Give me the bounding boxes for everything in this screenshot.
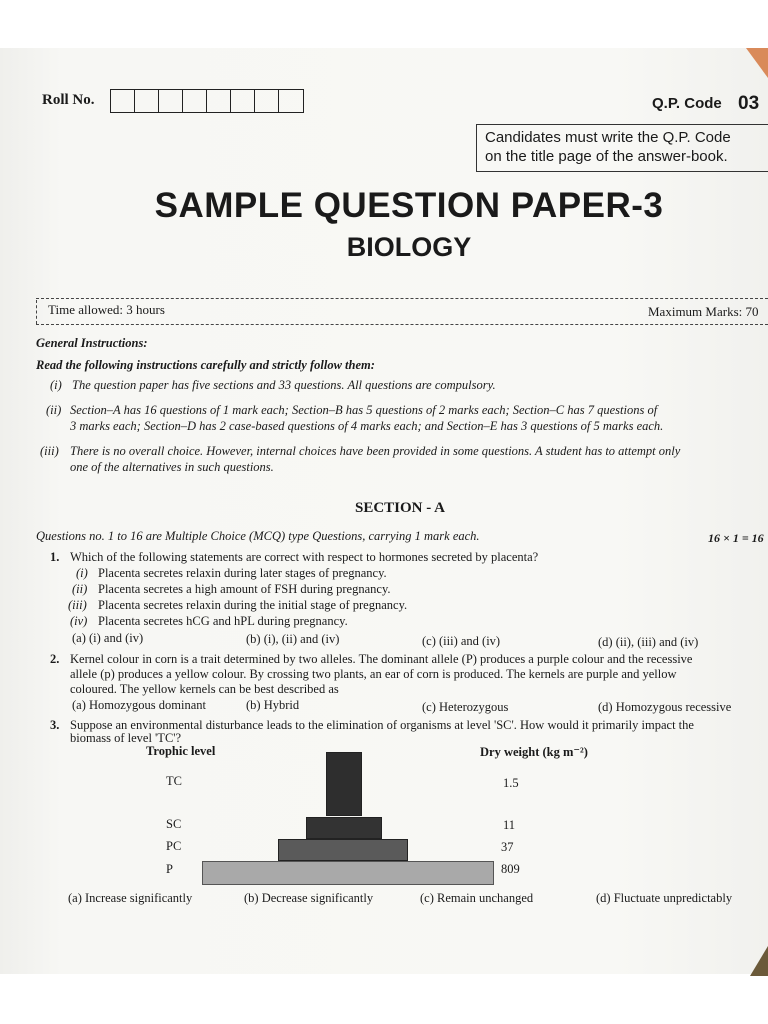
instructions-heading: General Instructions: bbox=[36, 336, 148, 350]
instruction-3-num: (iii) bbox=[40, 444, 59, 458]
q1-statement-2: Placenta secretes a high amount of FSH during pregnancy. bbox=[98, 582, 391, 596]
q1-statement-4: Placenta secretes hCG and hPL during pregnancy. bbox=[98, 614, 348, 628]
q3-line-2: biomass of level 'TC'? bbox=[70, 731, 182, 745]
divider-left bbox=[36, 300, 37, 324]
section-a-heading: SECTION - A bbox=[354, 500, 446, 516]
q1-option-c: (c) (iii) and (iv) bbox=[422, 634, 501, 648]
q3-number: 3. bbox=[50, 718, 60, 732]
q1-statement-1: Placenta secretes relaxin during later stages of pregnancy. bbox=[98, 566, 387, 580]
qp-code-notice bbox=[476, 124, 768, 172]
roll-no-label: Roll No. bbox=[42, 92, 95, 108]
level-label-p: P bbox=[166, 862, 173, 876]
q1-statement-1-num: (i) bbox=[76, 566, 88, 580]
instruction-3-line-2: one of the alternatives in such questions. bbox=[70, 460, 274, 474]
q3-option-a: (a) Increase significantly bbox=[68, 891, 193, 905]
q1-statement-2-num: (ii) bbox=[72, 582, 88, 596]
page-edge-corner bbox=[750, 946, 768, 976]
section-a-marks: 16 × 1 = 16 bbox=[708, 531, 764, 545]
instruction-1-text: The question paper has five sections and 33 questions. All questions are compulsory. bbox=[72, 378, 496, 392]
q1-option-b: (b) (i), (ii) and (iv) bbox=[246, 632, 340, 646]
time-allowed: Time allowed: 3 hours bbox=[48, 302, 165, 317]
pyramid-bar-pc bbox=[278, 839, 408, 861]
instruction-2-line-2: 3 marks each; Section–D has 2 case-based questions of 4 marks each; and Section–E has 3 questions of 5 marks each. bbox=[70, 419, 664, 433]
page-edge-shadow bbox=[746, 48, 768, 78]
q2-line-1: Kernel colour in corn is a trait determined by two alleles. The dominant allele (P) produces a purple colour and the recessive bbox=[70, 652, 693, 666]
instruction-2-line-1: Section–A has 16 questions of 1 mark each; Section–B has 5 questions of 2 marks each; Section–C has 7 questions of bbox=[70, 403, 658, 417]
q2-option-d: (d) Homozygous recessive bbox=[598, 700, 732, 714]
q2-number: 2. bbox=[50, 652, 60, 666]
pyramid-bar-sc bbox=[306, 817, 382, 839]
weight-p: 809 bbox=[501, 862, 520, 876]
q2-option-a: (a) Homozygous dominant bbox=[72, 698, 207, 712]
instruction-3-line-1: There is no overall choice. However, internal choices have been provided in some questions. A student has to attempt only bbox=[70, 444, 681, 458]
paper-title: SAMPLE QUESTION PAPER-3 bbox=[154, 186, 664, 225]
weight-tc: 1.5 bbox=[503, 776, 519, 790]
dry-weight-header: Dry weight (kg m⁻²) bbox=[480, 745, 588, 759]
notice-line-2: on the title page of the answer-book. bbox=[485, 148, 728, 165]
q3-option-d: (d) Fluctuate unpredictably bbox=[596, 891, 733, 905]
qp-code-value: 03 bbox=[738, 93, 760, 114]
instruction-1-num: (i) bbox=[50, 378, 62, 392]
q3-option-c: (c) Remain unchanged bbox=[420, 891, 534, 905]
level-label-sc: SC bbox=[166, 817, 182, 831]
pyramid-bar-tc bbox=[326, 752, 362, 816]
q1-text: Which of the following statements are correct with respect to hormones secreted by placenta? bbox=[70, 550, 539, 564]
level-label-tc: TC bbox=[166, 774, 182, 788]
pyramid-bar-p bbox=[202, 861, 494, 885]
section-a-intro: Questions no. 1 to 16 are Multiple Choice (MCQ) type Questions, carrying 1 mark each. bbox=[36, 529, 480, 543]
subject-title: BIOLOGY bbox=[346, 232, 472, 262]
q1-statement-3-num: (iii) bbox=[68, 598, 87, 612]
q3-line-1: Suppose an environmental disturbance leads to the elimination of organisms at level 'SC'. How would it primarily impact the bbox=[70, 718, 694, 732]
q1-statement-3: Placenta secretes relaxin during the initial stage of pregnancy. bbox=[98, 598, 408, 612]
q1-number: 1. bbox=[50, 550, 60, 564]
q2-line-2: allele (p) produces a yellow colour. By crossing two plants, an ear of corn is produced. The kernels are purple and yellow bbox=[70, 667, 677, 681]
q3-option-b: (b) Decrease significantly bbox=[244, 891, 374, 905]
divider-bottom bbox=[36, 324, 768, 325]
maximum-marks: Maximum Marks: 70 bbox=[648, 304, 759, 319]
q1-statement-4-num: (iv) bbox=[70, 614, 88, 628]
q2-line-3: coloured. The yellow kernels can be best described as bbox=[70, 682, 339, 696]
trophic-level-header: Trophic level bbox=[146, 744, 216, 758]
q1-option-a: (a) (i) and (iv) bbox=[72, 631, 144, 645]
divider-top bbox=[36, 298, 768, 299]
instructions-lead: Read the following instructions carefully and strictly follow them: bbox=[36, 358, 375, 372]
q2-option-b: (b) Hybrid bbox=[246, 698, 300, 712]
q2-option-c: (c) Heterozygous bbox=[422, 700, 509, 714]
weight-sc: 11 bbox=[503, 818, 516, 832]
level-label-pc: PC bbox=[166, 839, 182, 853]
q1-option-d: (d) (ii), (iii) and (iv) bbox=[598, 635, 699, 649]
weight-pc: 37 bbox=[501, 840, 514, 854]
qp-code-label: Q.P. Code bbox=[652, 95, 722, 112]
roll-no-boxes bbox=[110, 89, 304, 113]
instruction-2-num: (ii) bbox=[46, 403, 62, 417]
notice-line-1: Candidates must write the Q.P. Code bbox=[485, 129, 731, 146]
